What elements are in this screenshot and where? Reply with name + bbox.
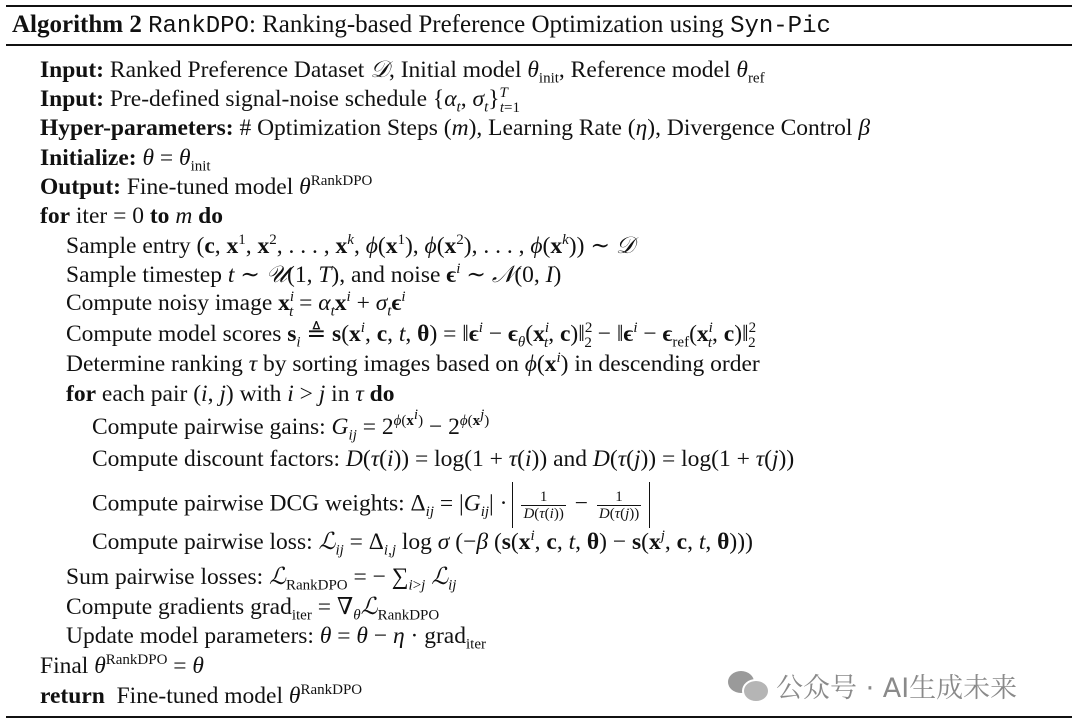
- line-noisy-image: Compute noisy image $x^i_t = \alpha_tx^i + \sigma_t\epsilon^i$: [66, 289, 406, 320]
- line-output: Output: Fine-tuned model $\theta^{RankDPO}$: [40, 173, 373, 200]
- top-rule: [6, 5, 1072, 7]
- middle-rule: [6, 44, 1072, 46]
- line-pairwise-loss: Compute pairwise loss: ℒ$_{ij}$ = $\Delta_{i,j}$ log σ (−β ($s(x^i$, c, t, $\theta) - s(x^j$, c, t, θ))): [92, 527, 753, 559]
- line-input-dataset: Input: Ranked Preference Dataset 𝒟, Initial model $\theta_{init}$, Reference model $\theta_{ref}$: [40, 55, 765, 87]
- line-discount-factors: Compute discount factors: D(τ(i)) = log(1 + τ(i)) and D(τ(j)) = log(1 + τ(j)): [92, 446, 795, 472]
- line-sample-entry: Sample entry (c, $x^1$, $x^2$, . . . , $x^k$, $\phi(x^1)$, $\phi(x^2)$, . . . , $\phi(x^k)$) ∼ 𝒟: [66, 231, 635, 259]
- line-for-iter: for iter = 0 to m do: [40, 203, 223, 229]
- line-dcg-weights: Compute pairwise DCG weights: $\Delta_{ij} = |G_{ij}|$ · $\frac{1}{D(\tau(i))}$ − $\frac{1}{D(\tau(j))}$: [92, 482, 655, 528]
- line-pairwise-gains: Compute pairwise gains: $G_{ij} = 2^{\phi(x^i)} - 2^{\phi(x^j)}$: [92, 407, 490, 444]
- line-update-parameters: Update model parameters: θ = θ − η · grad$_{iter}$: [66, 623, 486, 653]
- wechat-icon: [728, 669, 768, 703]
- watermark-text: 公众号 · AI生成未来: [776, 673, 1018, 704]
- line-initialize: Initialize: $\theta = \theta_{init}$: [40, 145, 211, 175]
- bottom-rule: [6, 716, 1072, 718]
- line-gradients: Compute gradients grad$_{iter}$ = $\nabla_\theta ℒ_{RankDPO}$: [66, 592, 440, 624]
- line-final: Final $\theta^{RankDPO} = \theta$: [40, 652, 204, 679]
- line-for-each-pair: for each pair (i, j) with i > j in τ do: [66, 381, 395, 407]
- watermark: [728, 666, 1017, 705]
- line-sample-timestep: Sample timestep t ∼ 𝒰(1, T), and noise $\epsilon^i$ ∼ 𝒩(0, I): [66, 260, 562, 288]
- line-return: return Fine-tuned model $\theta^{RankDPO}$: [40, 682, 363, 709]
- line-sum-losses: Sum pairwise losses: ℒ$_{RankDPO}$ = − $\sum_{i>j}$ ℒ$_{ij}$: [66, 562, 457, 594]
- line-input-schedule: Input: Pre-defined signal-noise schedule {$\alpha_t$, $\sigma_t\}^T_{t=1}$: [40, 85, 520, 116]
- line-hyperparameters: Hyper-parameters: # Optimization Steps (m), Learning Rate (η), Divergence Control β: [40, 115, 871, 141]
- line-determine-ranking: Determine ranking τ by sorting images based on $\phi(x^i)$ in descending order: [66, 350, 760, 377]
- algorithm-title: Algorithm 2 RankDPO: Ranking-based Preference Optimization using Syn-Pic: [12, 11, 831, 40]
- line-model-scores: Compute model scores $s_i$ ≜ $s(x^i$, c, t, $\theta) = ‖\epsilon^i - \epsilon_\theta(x^i_t$, c)‖$^2_2$ − $‖\epsilon^i - \epsilon_{ref}(x^i_t$, c)‖$^2_2$: [66, 320, 757, 351]
